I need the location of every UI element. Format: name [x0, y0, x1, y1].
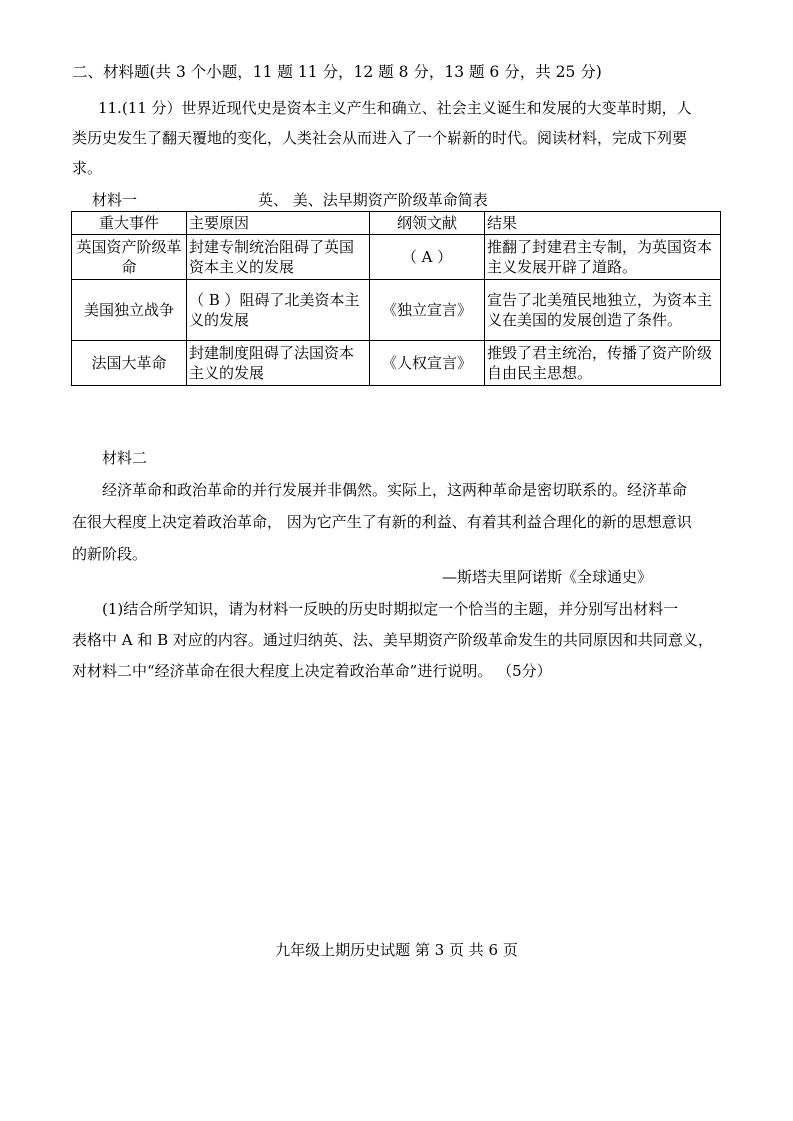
material-2-line-2: 在很大程度上决定着政治革命， 因为它产生了有新的利益、有着其利益合理化的新的思想意识	[72, 513, 692, 531]
material-2-line-1: 经济革命和政治革命的并行发展并非偶然。实际上，这两种革命是密切联系的。经济革命	[102, 481, 688, 499]
material-2-line-3: 的新阶段。	[72, 545, 148, 563]
header-document: 纲领文献	[370, 212, 485, 235]
material-2-source: —斯塔夫里阿诺斯《全球通史》	[442, 568, 653, 586]
revolution-table	[71, 211, 721, 386]
cell-event: 英国资产阶级革命	[72, 235, 187, 280]
subquestion-1-line-2: 表格中 A 和 B 对应的内容。通过归纳英、法、美早期资产阶级革命发生的共同原因和共同意义，	[72, 631, 713, 649]
section-title: 二、材料题(共 3 个小题，11 题 11 分，12 题 8 分，13 题 6 分，共 25 分)	[72, 63, 602, 81]
cell-event: 美国独立战争	[72, 280, 187, 341]
cell-result: 推毁了君主统治，传播了资产阶级自由民主思想。	[485, 341, 721, 386]
header-event: 重大事件	[72, 212, 187, 235]
cell-event: 法国大革命	[72, 341, 187, 386]
table-row	[72, 341, 721, 386]
subquestion-1-line-3: 对材料二中“经济革命在很大程度上决定着政治革命”进行说明。 （5分）	[72, 662, 552, 680]
question-11-line-3: 求。	[72, 159, 103, 177]
cell-cause: 封建制度阻碍了法国资本主义的发展	[187, 341, 370, 386]
material-2-label: 材料二	[102, 449, 148, 467]
cell-result: 推翻了封建君主专制，为英国资本主义发展开辟了道路。	[485, 235, 721, 280]
cell-document: 《人权宣言》	[370, 341, 485, 386]
page-footer: 九年级上期历史试题 第 3 页 共 6 页	[275, 941, 518, 959]
table-row	[72, 280, 721, 341]
cell-cause: 封建专制统治阻碍了英国资本主义的发展	[187, 235, 370, 280]
table-row	[72, 235, 721, 280]
header-cause: 主要原因	[187, 212, 370, 235]
cell-document: 《独立宣言》	[370, 280, 485, 341]
material-1-label: 材料一	[92, 191, 138, 209]
table-title: 英、 美、法早期资产阶级革命简表	[258, 191, 488, 209]
header-result: 结果	[485, 212, 721, 235]
table-header-row	[72, 212, 721, 235]
question-11-line-2: 类历史发生了翻天覆地的变化，人类社会从而进入了一个崭新的时代。阅读材料，完成下列要	[72, 129, 688, 147]
cell-document: （ A ）	[370, 235, 485, 280]
question-11-line-1: 11.(11 分）世界近现代史是资本主义产生和确立、社会主义诞生和发展的大变革时期，人	[98, 99, 692, 117]
cell-result: 宣告了北美殖民地独立，为资本主义在美国的发展创造了条件。	[485, 280, 721, 341]
cell-cause: （ B ）阻碍了北美资本主义的发展	[187, 280, 370, 341]
subquestion-1-line-1: (1)结合所学知识，请为材料一反映的历史时期拟定一个恰当的主题，并分别写出材料一	[102, 600, 679, 618]
